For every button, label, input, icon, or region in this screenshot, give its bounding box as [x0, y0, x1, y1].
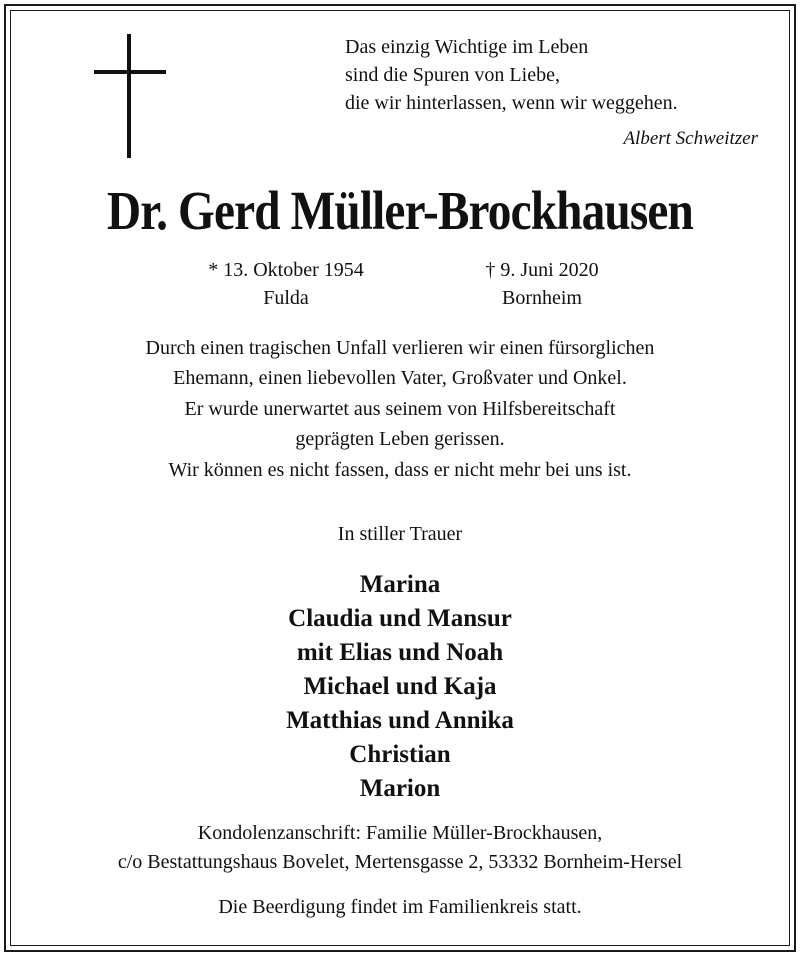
- paragraph-grief: [0, 455, 800, 485]
- mourning-label: In stiller Trauer: [337, 523, 463, 545]
- paragraph-line: Durch einen tragischen Unfall verlieren wir einen fürsorglichen: [145, 337, 655, 359]
- paragraph-life: [0, 394, 800, 454]
- address-line: c/o Bestattungshaus Bovelet, Mertensgasse 2, 53332 Bornheim-Hersel: [117, 851, 683, 873]
- family-member: Claudia und Mansur: [288, 605, 512, 632]
- death-date: † 9. Juni 2020: [485, 259, 599, 281]
- quote-line: sind die Spuren von Liebe,: [345, 64, 560, 86]
- deceased-name: Dr. Gerd Müller-Brockhausen: [107, 180, 693, 241]
- paragraph-line: Wir können es nicht fassen, dass er nicht mehr bei uns ist.: [168, 459, 632, 481]
- quote-author: Albert Schweitzer: [623, 128, 758, 149]
- family-member: Christian: [349, 741, 451, 768]
- family-list: [0, 568, 800, 806]
- birth-info: [186, 256, 386, 312]
- death-info: [442, 256, 642, 312]
- family-member: Marion: [359, 775, 441, 802]
- birth-place: Fulda: [263, 287, 309, 309]
- family-member: mit Elias und Noah: [296, 639, 504, 666]
- quote: [345, 33, 765, 117]
- death-place: Bornheim: [502, 287, 582, 309]
- quote-line: die wir hinterlassen, wenn wir weggehen.: [345, 92, 678, 114]
- birth-date: * 13. Oktober 1954: [208, 259, 364, 281]
- paragraph-line: Ehemann, einen liebevollen Vater, Großvater und Onkel.: [173, 367, 627, 389]
- quote-line: Das einzig Wichtige im Leben: [345, 36, 589, 58]
- condolence-address: [0, 819, 800, 877]
- paragraph-accident: [0, 333, 800, 393]
- family-member: Marina: [359, 571, 441, 598]
- paragraph-line: geprägten Leben gerissen.: [295, 428, 505, 450]
- address-line: Kondolenzanschrift: Familie Müller-Brockhausen,: [197, 822, 603, 844]
- family-member: Matthias und Annika: [286, 707, 514, 734]
- paragraph-line: Er wurde unerwartet aus seinem von Hilfsbereitschaft: [184, 398, 616, 420]
- funeral-note: Die Beerdigung findet im Familienkreis statt.: [218, 896, 582, 918]
- family-member: Michael und Kaja: [303, 673, 497, 700]
- cross-icon: [94, 34, 166, 158]
